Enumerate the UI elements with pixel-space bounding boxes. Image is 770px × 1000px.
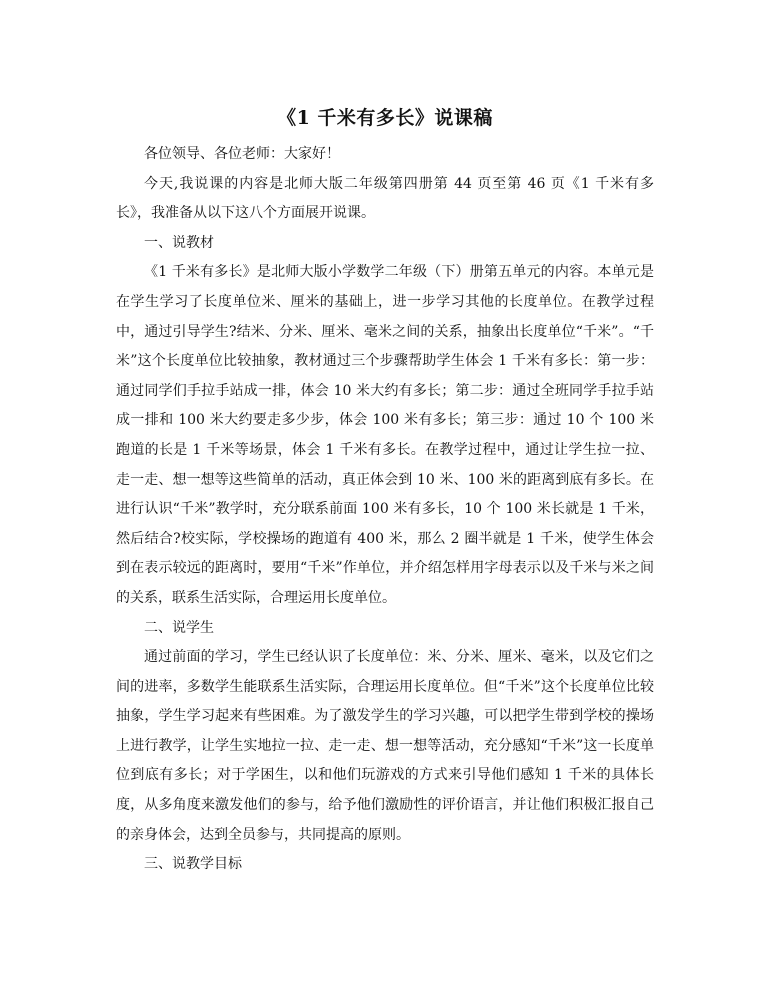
- document-title: 《1 千米有多长》说课稿: [277, 107, 493, 129]
- section-heading-students: 二、说学生: [144, 619, 214, 636]
- section-heading-objectives: 三、说教学目标: [144, 856, 242, 873]
- section-heading-textbook: 一、说教材: [144, 234, 214, 251]
- intro-paragraph: 今天,我说课的内容是北师大版二年级第四册第 44 页至第 46 页《1 千米有多长》，我准备从以下这八个方面展开说课。: [116, 175, 654, 222]
- section-paragraph-textbook: 《1 千米有多长》是北师大版小学数学二年级（下）册第五单元的内容。本单元是在学生学习了长度单位米、厘米的基础上，进一步学习其他的长度单位。在教学过程中，通过引导学生?结米、分米、厘米、毫米之间的关系，抽象出长度单位“千米”。“千米”这个长度单位比较抽象，教材通过三个步骤帮助学生体会 1 千米有多长：第一步：通过同学们手拉手站成一排，体会 10 米大约有多长；第二步：通过全班同学手拉手站成一排和 100 米大约要走多少步，体会 100 米有多长；第三步：通过 10 个 100 米跑道的长是 1 千米等场景，体会 1 千米有多长。在教学过程中，通过让学生拉一拉、走一走、想一想等这些简单的活动，真正体会到 10 米、100 米的距离到底有多长。在进行认识“千米”教学时，充分联系前面 100 米有多长，10 个 100 米长就是 1 千米，然后结合?校实际，学校操场的跑道有 400 米，那么 2 圈半就是 1 千米，使学生体会到在表示较远的距离时，要用“千米”作单位，并介绍怎样用字母表示以及千米与米之间的关系，联系生活实际，合理运用长度单位。: [116, 264, 654, 606]
- document-body: [116, 140, 654, 880]
- greeting-paragraph: 各位领导、各位老师：大家好！: [144, 146, 340, 162]
- section-paragraph-students: 通过前面的学习，学生已经认识了长度单位：米、分米、厘米、毫米，以及它们之间的进率，多数学生能联系生活实际，合理运用长度单位。但“千米”这个长度单位比较抽象，学生学习起来有些困难。为了激发学生的学习兴趣，可以把学生带到学校的操场上进行教学，让学生实地拉一拉、走一走、想一想等活动，充分感知“千米”这一长度单位到底有多长；对于学困生，以和他们玩游戏的方式来引导他们感知 1 千米的具体长度，从多角度来激发他们的参与，给予他们激励性的评价语言，并让他们积极汇报自己的亲身体会，达到全员参与，共同提高的原则。: [116, 649, 654, 843]
